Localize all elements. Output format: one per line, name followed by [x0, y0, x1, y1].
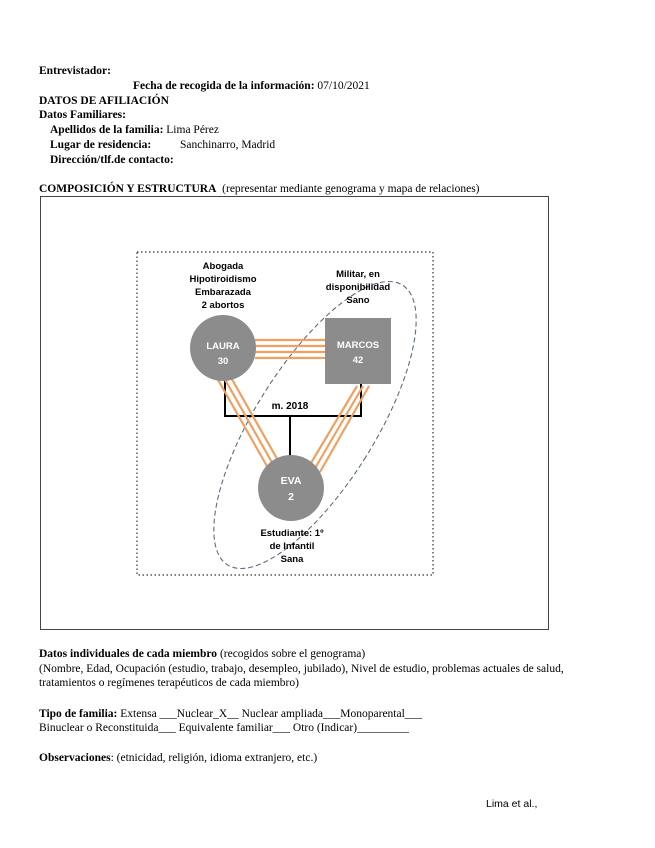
section-title: DATOS DE AFILIACIÓN: [39, 95, 169, 107]
laura-annotation-4: 2 abortos: [201, 300, 245, 311]
individual-title: Datos individuales de cada miembro: [39, 648, 218, 660]
interviewer-label: Entrevistador:: [39, 65, 111, 77]
eva-node: [258, 455, 324, 521]
residence-value: Sanchinarro, Madrid: [180, 139, 276, 151]
family-data-label: Datos Familiares:: [39, 109, 126, 121]
observations-row: [39, 751, 317, 765]
marriage-label: m. 2018: [271, 401, 309, 412]
genogram-household-box: [137, 252, 433, 575]
marcos-annotation-1: Militar, en: [336, 269, 380, 280]
family-type-label: Tipo de familia:: [39, 708, 118, 720]
family-type-line-1: [39, 707, 422, 721]
surname-row: [50, 123, 219, 137]
eva-annotation-3: Sana: [280, 554, 304, 565]
marcos-name: MARCOS: [336, 340, 380, 351]
individual-heading: [39, 647, 365, 661]
genogram: [40, 196, 549, 630]
marcos-node: [325, 318, 391, 384]
eva-name: EVA: [280, 475, 302, 487]
individual-body: (Nombre, Edad, Ocupación (estudio, trabajo, desempleo, jubilado), Nivel de estudio, problemas actuales de salud, tratamientos o regímenes terapéuticos de cada miembro): [39, 663, 564, 689]
composition-heading: [39, 182, 480, 196]
family-type-options-1: Extensa ___Nuclear_X__ Nuclear ampliada___Monoparental___: [120, 708, 423, 720]
marcos-annotation-3: Sano: [346, 295, 370, 306]
marcos-age: 42: [352, 355, 364, 366]
laura-annotation-2: Hipotiroidismo: [189, 274, 257, 285]
surname-value: Lima Pérez: [166, 124, 219, 136]
date-label: Fecha de recogida de la información:: [133, 80, 315, 92]
footer-citation: Lima et al.,: [486, 798, 538, 810]
individual-note: (recogidos sobre el genograma): [219, 648, 366, 660]
date-value: 07/10/2021: [317, 80, 370, 92]
collection-date: [133, 79, 370, 93]
observations-text: : (etnicidad, religión, idioma extranjero, etc.): [110, 752, 318, 764]
residence-label: Lugar de residencia:: [50, 139, 152, 151]
composition-title: COMPOSICIÓN Y ESTRUCTURA: [39, 183, 217, 195]
laura-annotation-1: Abogada: [202, 261, 244, 272]
family-type-options-2: Binuclear o Reconstituida___ Equivalente familiar___ Otro (Indicar)_________: [39, 722, 409, 734]
laura-annotation-3: Embarazada: [195, 287, 251, 298]
contact-label: Dirección/tlf.de contacto:: [50, 154, 174, 166]
surname-label: Apellidos de la familia:: [50, 124, 164, 136]
observations-label: Observaciones: [39, 752, 111, 764]
eva-annotation-1: Estudiante: 1º: [260, 528, 324, 539]
laura-name: LAURA: [206, 341, 240, 352]
eva-annotation-2: de Infantil: [269, 541, 315, 552]
composition-note: (representar mediante genograma y mapa de relaciones): [222, 183, 480, 195]
marcos-annotation-2: disponibilidad: [325, 282, 391, 293]
eva-age: 2: [288, 491, 294, 503]
laura-age: 30: [217, 356, 229, 367]
